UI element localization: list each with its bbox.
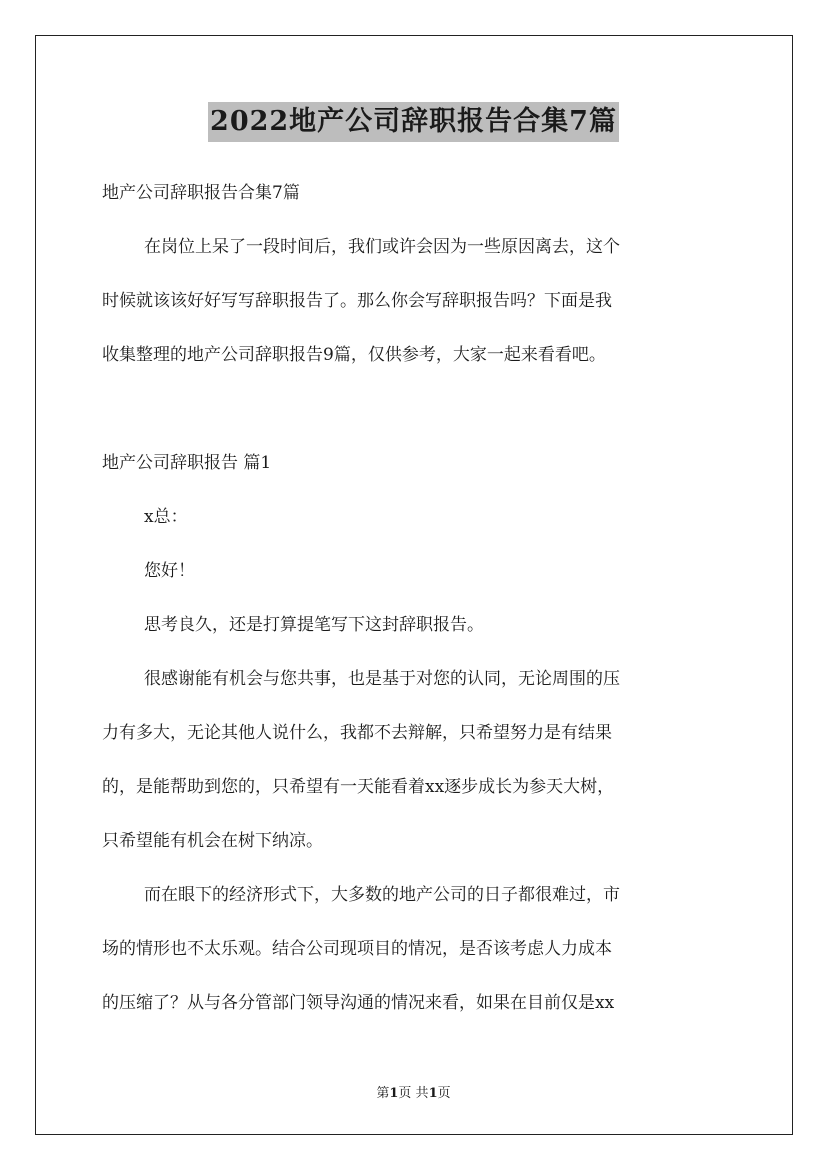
body-line: 收集整理的地产公司辞职报告9篇，仅供参考，大家一起来看看吧。 [102, 345, 606, 365]
footer-total-pages: 1 [428, 1086, 438, 1101]
footer-page-suffix: 页 共 [398, 1086, 429, 1101]
section-heading: 地产公司辞职报告 篇1 [102, 453, 272, 473]
document-body [102, 173, 724, 1037]
body-line: 时候就该该好好写写辞职报告了。那么你会写辞职报告吗？下面是我 [102, 291, 612, 311]
body-line: 力有多大，无论其他人说什么，我都不去辩解，只希望努力是有结果 [102, 723, 612, 743]
body-line: 只希望能有机会在树下纳凉。 [102, 831, 323, 851]
body-line: 在岗位上呆了一段时间后，我们或许会因为一些原因离去，这个 [144, 237, 620, 257]
page-footer [0, 1082, 827, 1101]
greeting: 您好！ [144, 561, 195, 581]
body-line: 的，是能帮助到您的，只希望有一天能看着xx逐步成长为参天大树， [102, 777, 615, 797]
section-heading: 地产公司辞职报告合集7篇 [102, 183, 300, 203]
footer-page-prefix: 第 [376, 1086, 390, 1101]
body-line: 场的情形也不太乐观。结合公司现项目的情况，是否该考虑人力成本 [102, 939, 612, 959]
body-line: 很感谢能有机会与您共事，也是基于对您的认同，无论周围的压 [144, 669, 620, 689]
footer-page-number: 1 [389, 1086, 399, 1101]
title-container [0, 102, 827, 142]
body-line: 的压缩了？从与各分管部门领导沟通的情况来看，如果在目前仅是xx [102, 993, 615, 1013]
footer-total-suffix: 页 [437, 1086, 451, 1101]
body-line: 而在眼下的经济形式下，大多数的地产公司的日子都很难过，市 [144, 885, 620, 905]
body-line: 思考良久，还是打算提笔写下这封辞职报告。 [144, 615, 484, 635]
salutation: x总： [144, 507, 188, 527]
document-title: 2022地产公司辞职报告合集7篇 [208, 102, 619, 142]
